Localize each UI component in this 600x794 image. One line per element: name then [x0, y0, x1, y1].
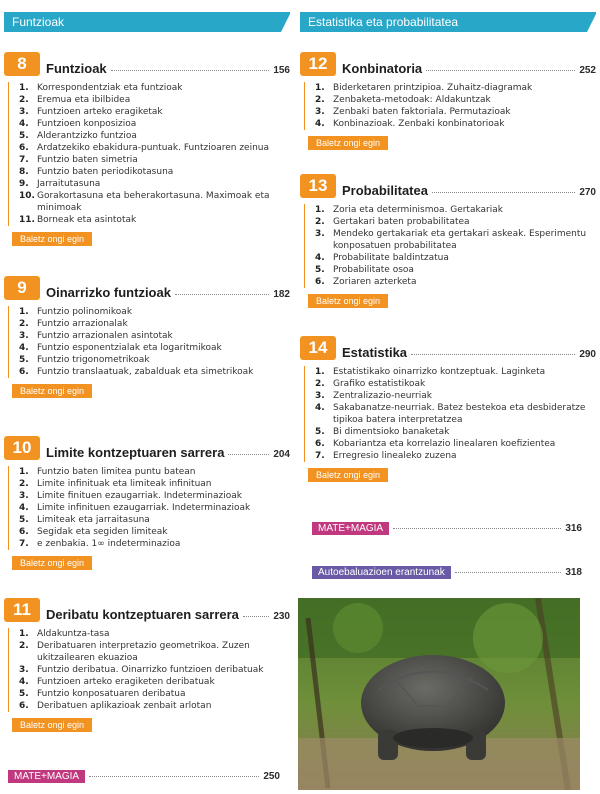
list-item[interactable] [19, 490, 290, 502]
chapter-13-heading[interactable] [300, 172, 596, 198]
chapter-page: 230 [273, 611, 290, 622]
chapter-number: 13 [300, 174, 336, 198]
chapter-11 [4, 596, 290, 732]
item-number: 7. [19, 155, 29, 165]
chapter-14-list-box [304, 366, 596, 462]
chapter-9-items [19, 306, 290, 378]
item-text: Funtzioen arteko eragiketak [37, 107, 163, 117]
item-text: Borneak eta asintotak [37, 215, 137, 225]
chapter-title: Deribatu kontzeptuaren sarrera [46, 607, 239, 622]
item-number: 2. [315, 217, 325, 227]
chapter-title: Oinarrizko funtzioak [46, 285, 171, 300]
baletz-ongi-egin-tag[interactable]: Baletz ongi egin [12, 232, 92, 246]
chapter-13 [300, 172, 596, 308]
list-item[interactable] [315, 82, 596, 94]
list-item[interactable] [315, 118, 596, 130]
list-item[interactable] [19, 178, 290, 190]
item-text: Limite infinituen ezaugarriak. Indeterminazioak [37, 503, 251, 513]
item-number: 6. [315, 277, 325, 287]
item-number: 4. [315, 253, 325, 263]
leader-dots [89, 776, 259, 777]
item-text: Limite finituen ezaugarriak. Indeterminazioak [37, 491, 242, 501]
chapter-8-heading[interactable] [4, 50, 290, 76]
chapter-number: 9 [4, 276, 40, 300]
item-text: Funtzio trigonometrikoak [37, 355, 150, 365]
item-text: Funtzio arrazionalak [37, 319, 128, 329]
leader-dots [426, 70, 575, 71]
list-item[interactable] [315, 106, 596, 118]
list-item[interactable] [315, 378, 596, 390]
item-number: 3. [19, 107, 29, 117]
item-number: 5. [19, 131, 29, 141]
chapter-9-heading[interactable] [4, 274, 290, 300]
item-number: 7. [315, 451, 325, 461]
list-item[interactable] [315, 204, 596, 216]
leader-dots [243, 616, 269, 617]
item-number: 2. [315, 95, 325, 105]
list-item[interactable] [315, 402, 596, 426]
list-item[interactable] [19, 306, 290, 318]
item-text: Funtzio deribatua. Oinarrizko funtzioen deribatuak [37, 665, 264, 675]
item-number: 1. [19, 307, 29, 317]
item-number: 3. [19, 331, 29, 341]
item-number: 4. [19, 119, 29, 129]
mate-magia-badge: MATE+MAGIA [8, 770, 85, 783]
leader-dots [393, 528, 561, 529]
item-text: Funtzio arrazionalen asintotak [37, 331, 173, 341]
item-number: 6. [19, 527, 29, 537]
item-text: Alderantzizko funtzioa [37, 131, 137, 141]
list-item[interactable] [19, 640, 290, 664]
item-text: Ardatzekiko ebakidura-puntuak. Funtzioaren zeinua [37, 143, 270, 153]
tortoise-illustration [298, 598, 580, 790]
footer-page: 316 [565, 523, 582, 534]
item-text: Estatistikako oinarrizko kontzeptuak. Laginketa [333, 367, 546, 377]
chapter-10-heading[interactable] [4, 434, 290, 460]
item-number: 2. [19, 319, 29, 329]
item-number: 5. [19, 515, 29, 525]
right-footer-row-2[interactable] [312, 566, 582, 579]
list-item[interactable] [19, 154, 290, 166]
list-item[interactable] [19, 676, 290, 688]
chapter-page: 290 [579, 349, 596, 360]
chapter-14 [300, 334, 596, 482]
item-text: Probabilitate osoa [333, 265, 414, 275]
right-footer-row-1[interactable] [312, 522, 582, 535]
item-number: 4. [19, 343, 29, 353]
item-text: Erregresio linealeko zuzena [333, 451, 457, 461]
chapter-page: 252 [579, 65, 596, 76]
list-item[interactable] [19, 664, 290, 676]
chapter-13-list-box [304, 204, 596, 288]
item-number: 4. [19, 503, 29, 513]
chapter-title: Probabilitatea [342, 183, 428, 198]
item-text: Zoria eta determinismoa. Gertakariak [333, 205, 503, 215]
item-number: 3. [315, 391, 325, 401]
list-item[interactable] [19, 214, 290, 226]
leader-dots [175, 294, 269, 295]
list-item[interactable] [19, 318, 290, 330]
mate-magia-badge: MATE+MAGIA [312, 522, 389, 535]
item-number: 3. [19, 491, 29, 501]
chapter-10-list-box [8, 466, 290, 550]
list-item[interactable] [19, 700, 290, 712]
leader-dots [455, 572, 562, 573]
item-number: 3. [315, 107, 325, 117]
list-item[interactable] [315, 366, 596, 378]
baletz-ongi-egin-tag[interactable]: Baletz ongi egin [308, 136, 388, 150]
item-number: 6. [19, 367, 29, 377]
left-section-header: Funtzioak [4, 12, 290, 32]
list-item[interactable] [315, 264, 596, 276]
item-number: 1. [19, 629, 29, 639]
item-number: 5. [19, 355, 29, 365]
chapter-title: Konbinatoria [342, 61, 423, 76]
item-text: Bi dimentsioko banaketak [333, 427, 450, 437]
item-text: Zoriaren azterketa [333, 277, 417, 287]
chapter-10 [4, 434, 290, 570]
item-number: 10. [19, 191, 35, 201]
list-item[interactable] [315, 276, 596, 288]
list-item[interactable] [19, 478, 290, 490]
item-text: Korrespondentziak eta funtzioak [37, 83, 183, 93]
chapter-14-heading[interactable] [300, 334, 596, 360]
item-number: 7. [19, 539, 29, 549]
list-item[interactable] [315, 438, 596, 450]
list-item[interactable] [315, 426, 596, 438]
chapter-8-items [19, 82, 290, 226]
item-number: 1. [315, 367, 325, 377]
item-number: 4. [315, 403, 325, 413]
chapter-number: 11 [4, 598, 40, 622]
list-item[interactable] [315, 252, 596, 264]
chapter-number: 12 [300, 52, 336, 76]
item-number: 3. [19, 665, 29, 675]
item-text: Limite infinituak eta limiteak infinituan [37, 479, 212, 489]
chapter-8-list-box [8, 82, 290, 226]
list-item[interactable] [315, 450, 596, 462]
item-number: 1. [315, 205, 325, 215]
item-text: Funtzio translaatuak, zabalduak eta simetrikoak [37, 367, 254, 377]
list-item[interactable] [19, 538, 290, 550]
item-text: Funtzio konposatuaren deribatua [37, 689, 186, 699]
chapter-title: Estatistika [342, 345, 408, 360]
chapter-12-list-box [304, 82, 596, 130]
item-text: Mendeko gertakariak eta gertakari askeak. Esperimentu konposatuen probabilitatea [333, 229, 587, 251]
chapter-12-items [315, 82, 596, 130]
list-item[interactable] [19, 94, 290, 106]
item-number: 6. [19, 143, 29, 153]
list-item[interactable] [19, 190, 290, 214]
item-text: Deribatuaren interpretazio geometrikoa. Zuzen ukitzailearen ekuazioa [37, 641, 250, 663]
chapter-page: 182 [273, 289, 290, 300]
chapter-12 [300, 50, 596, 150]
list-item[interactable] [19, 118, 290, 130]
leader-dots [228, 454, 269, 455]
chapter-8 [4, 50, 290, 246]
leader-dots [111, 70, 270, 71]
chapter-page: 270 [579, 187, 596, 198]
list-item[interactable] [19, 82, 290, 94]
baletz-ongi-egin-tag[interactable]: Baletz ongi egin [12, 384, 92, 398]
item-number: 9. [19, 179, 29, 189]
item-text: Aldakuntza-tasa [37, 629, 110, 639]
item-text: Funtzioen konposizioa [37, 119, 137, 129]
item-number: 4. [315, 119, 325, 129]
chapter-title: Funtzioak [46, 61, 107, 76]
item-text: e zenbakia. 1∞ indeterminazioa [37, 539, 181, 549]
right-section-header: Estatistika eta probabilitatea [300, 12, 596, 32]
baletz-ongi-egin-tag[interactable]: Baletz ongi egin [308, 294, 388, 308]
list-item[interactable] [315, 390, 596, 402]
baletz-ongi-egin-tag[interactable]: Baletz ongi egin [12, 556, 92, 570]
item-number: 3. [315, 229, 325, 239]
list-item[interactable] [19, 166, 290, 178]
item-number: 5. [315, 427, 325, 437]
item-number: 1. [19, 467, 29, 477]
list-item[interactable] [19, 526, 290, 538]
chapter-9 [4, 274, 290, 398]
item-number: 1. [315, 83, 325, 93]
chapter-11-items [19, 628, 290, 712]
item-number: 5. [19, 689, 29, 699]
chapter-12-heading[interactable] [300, 50, 596, 76]
list-item[interactable] [19, 502, 290, 514]
list-item[interactable] [19, 628, 290, 640]
item-text: Deribatuen aplikazioak zenbait arlotan [37, 701, 212, 711]
leader-dots [432, 192, 575, 193]
list-item[interactable] [19, 142, 290, 154]
item-text: Funtzio baten limitea puntu batean [37, 467, 196, 477]
item-text: Funtzio esponentzialak eta logaritmikoak [37, 343, 222, 353]
item-number: 1. [19, 83, 29, 93]
item-text: Grafiko estatistikoak [333, 379, 426, 389]
item-number: 5. [315, 265, 325, 275]
item-text: Konbinazioak. Zenbaki konbinatorioak [333, 119, 505, 129]
chapter-14-items [315, 366, 596, 462]
list-item[interactable] [19, 106, 290, 118]
item-number: 8. [19, 167, 29, 177]
item-number: 2. [19, 95, 29, 105]
item-text: Funtzio polinomikoak [37, 307, 133, 317]
chapter-number: 14 [300, 336, 336, 360]
chapter-11-list-box [8, 628, 290, 712]
footer-page: 318 [565, 567, 582, 578]
item-text: Sakabanatze-neurriak. Batez bestekoa eta desbideratze tipikoa batera interpretatzea [333, 403, 586, 425]
left-footer-row[interactable] [8, 770, 280, 783]
item-text: Gertakari baten probabilitatea [333, 217, 470, 227]
item-text: Zentralizazio-neurriak [333, 391, 432, 401]
item-text: Biderketaren printzipioa. Zuhaitz-diagramak [333, 83, 533, 93]
chapter-9-list-box [8, 306, 290, 378]
list-item[interactable] [19, 330, 290, 342]
footer-page: 250 [263, 771, 280, 782]
list-item[interactable] [315, 228, 596, 252]
item-number: 2. [19, 641, 29, 651]
chapter-number: 8 [4, 52, 40, 76]
item-text: Zenbaki baten faktoriala. Permutazioak [333, 107, 511, 117]
item-number: 4. [19, 677, 29, 687]
item-text: Jarraitutasuna [37, 179, 101, 189]
item-text: Funtzio baten periodikotasuna [37, 167, 174, 177]
item-number: 6. [315, 439, 325, 449]
item-number: 2. [315, 379, 325, 389]
list-item[interactable] [19, 354, 290, 366]
item-text: Eremua eta ibilbidea [37, 95, 131, 105]
item-text: Kobariantza eta korrelazio linealaren koefizientea [333, 439, 556, 449]
item-text: Limiteak eta jarraitasuna [37, 515, 150, 525]
list-item[interactable] [19, 466, 290, 478]
list-item[interactable] [19, 130, 290, 142]
item-text: Probabilitate baldintzatua [333, 253, 449, 263]
chapter-11-heading[interactable] [4, 596, 290, 622]
left-column [4, 12, 290, 730]
chapter-page: 204 [273, 449, 290, 460]
chapter-13-items [315, 204, 596, 288]
list-item[interactable] [19, 688, 290, 700]
autoebaluazioen-erantzunak-badge: Autoebaluazioen erantzunak [312, 566, 451, 579]
item-text: Funtzioen arteko eragiketen deribatuak [37, 677, 215, 687]
list-item[interactable] [315, 216, 596, 228]
list-item[interactable] [19, 342, 290, 354]
chapter-number: 10 [4, 436, 40, 460]
chapter-page: 156 [273, 65, 290, 76]
right-column [300, 12, 596, 480]
baletz-ongi-egin-tag[interactable]: Baletz ongi egin [12, 718, 92, 732]
tortoise-photo [298, 598, 580, 790]
item-number: 11. [19, 215, 35, 225]
list-item[interactable] [19, 514, 290, 526]
chapter-10-items [19, 466, 290, 550]
item-text: Funtzio baten simetria [37, 155, 138, 165]
item-text: Segidak eta segiden limiteak [37, 527, 168, 537]
leader-dots [411, 354, 575, 355]
chapter-title: Limite kontzeptuaren sarrera [46, 445, 225, 460]
item-text: Gorakortasuna eta beherakortasuna. Maximoak eta minimoak [37, 191, 270, 213]
baletz-ongi-egin-tag[interactable]: Baletz ongi egin [308, 468, 388, 482]
item-number: 2. [19, 479, 29, 489]
item-number: 6. [19, 701, 29, 711]
item-text: Zenbaketa-metodoak: Aldakuntzak [333, 95, 491, 105]
list-item[interactable] [315, 94, 596, 106]
list-item[interactable] [19, 366, 290, 378]
